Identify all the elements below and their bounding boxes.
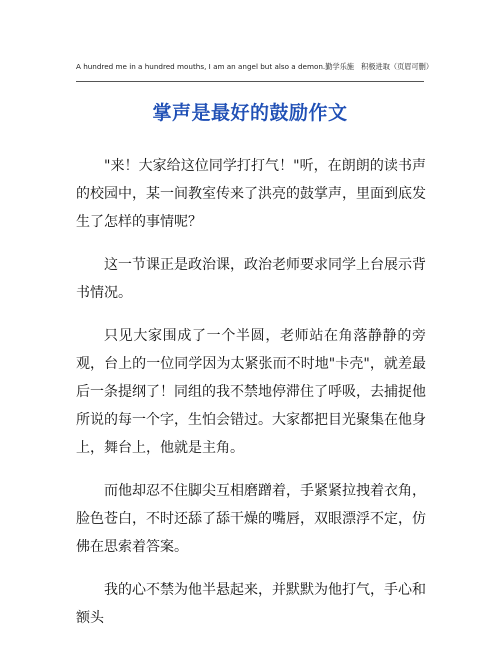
paragraph: 而他却忍不住脚尖互相磨蹭着，手紧紧拉拽着衣角，脸色苍白，不时还舔了舔干燥的嘴唇，双眼漂浮不定，仿佛在思索着答案。 xyxy=(76,483,426,555)
header-divider xyxy=(76,81,424,82)
paragraph: 只见大家围成了一个半圆，老师站在角落静静的旁观，台上的一位同学因为太紧张而不时地"卡壳"，就差最后一条提纲了！同组的我不禁地停滞住了呼吸，去捕捉他所说的每一个字，生怕会错过。大家都把目光聚集在他身上，舞台上，他就是主角。 xyxy=(76,328,426,456)
document-title: 掌声是最好的鼓励作文 xyxy=(152,102,348,124)
paragraph: 我的心不禁为他半悬起来，并默默为他打气，手心和额头 xyxy=(76,582,426,626)
paragraph: 这一节课正是政治课，政治老师要求同学上台展示背书情况。 xyxy=(76,257,426,301)
document-body xyxy=(76,152,426,647)
paragraph: "来！大家给这位同学打打气！"听，在朗朗的读书声的校园中，某一间教室传来了洪亮的鼓掌声，里面到底发生了怎样的事情呢？ xyxy=(76,158,426,230)
page-header: A hundred me in a hundred mouths, I am an angel but also a demon.勤学乐施 积极进取（页眉可删） xyxy=(76,62,434,71)
